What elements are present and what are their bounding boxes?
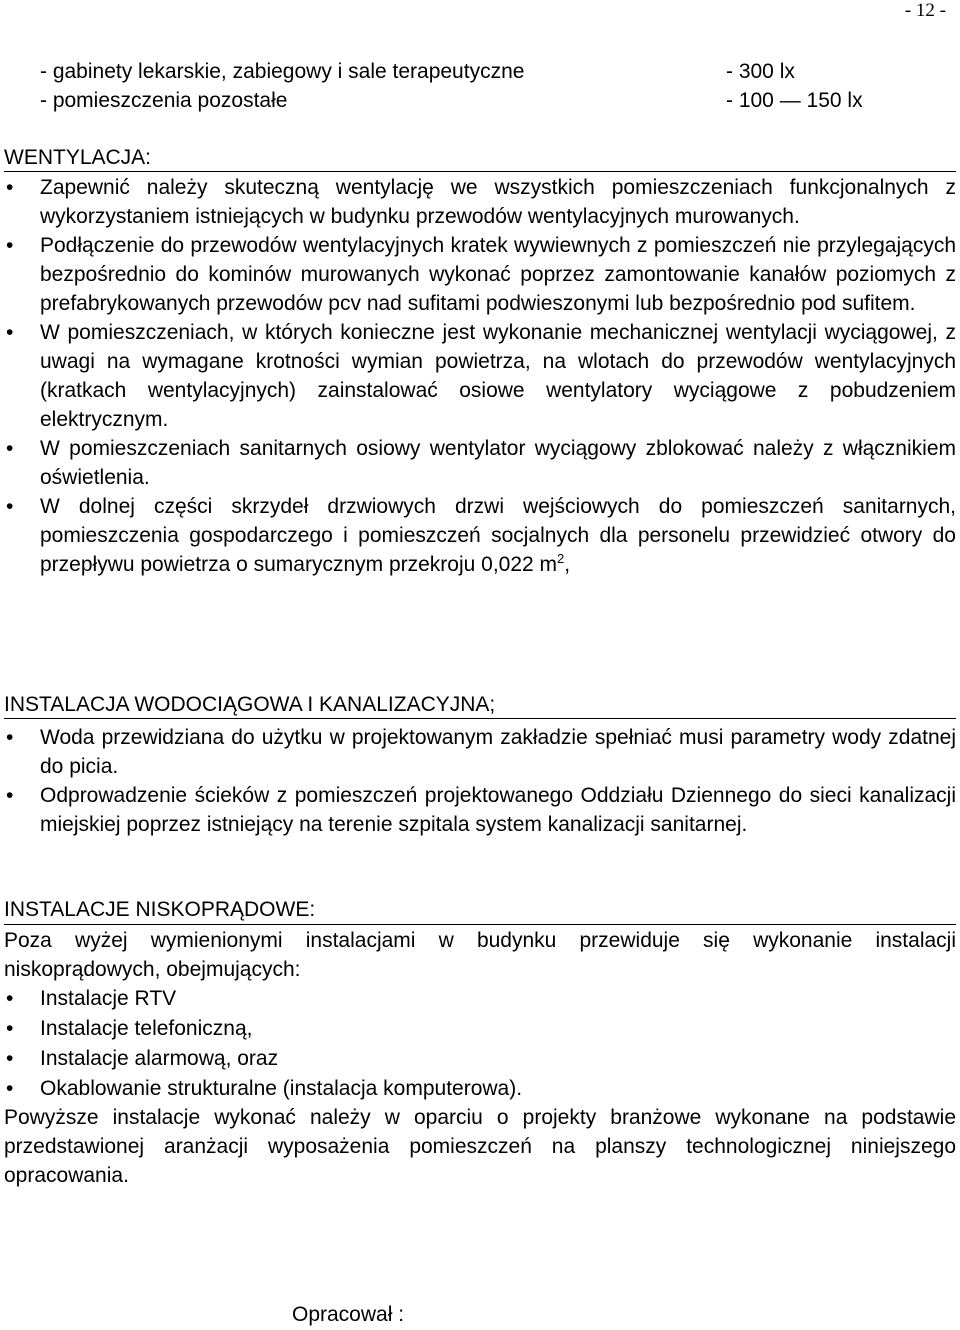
list-item: • Woda przewidziana do użytku w projektowanym zakładzie spełniać musi parametry wody zdatnej do picia.: [0, 723, 956, 781]
area-unit-exponent: 2: [557, 551, 565, 566]
low-voltage-closing: Powyższe instalacje wykonać należy w oparciu o projekty branżowe wykonane na podstawie przedstawionej aranżacji wyposażenia pomieszczeń na planszy technologicznej niniejszego opracowania.: [4, 1106, 956, 1187]
lighting-lux-value: - 100 — 150 lx: [726, 89, 863, 112]
water-heading-rule: [4, 718, 956, 719]
water-heading: INSTALACJA WODOCIĄGOWA I KANALIZACYJNA;: [4, 693, 496, 716]
list-item: • W pomieszczeniach sanitarnych osiowy wentylator wyciągowy zblokować należy z włącznikiem oświetlenia.: [0, 434, 956, 492]
water-list: [0, 723, 956, 839]
list-item: • Instalacje alarmową, oraz: [0, 1044, 956, 1074]
list-item: • Odprowadzenie ścieków z pomieszczeń projektowanego Oddziału Dziennego do sieci kanalizacji miejskiej poprzez istniejący na terenie szpitala system kanalizacji sanitarnej.: [0, 781, 956, 839]
lighting-room-type: - gabinety lekarskie, zabiegowy i sale terapeutyczne: [40, 60, 525, 83]
lighting-row: [40, 57, 940, 86]
lighting-room-type: - pomieszczenia pozostałe: [40, 89, 288, 112]
ventilation-list: [0, 173, 956, 579]
page-number: - 12 -: [904, 0, 946, 21]
lighting-row: [40, 86, 940, 115]
list-item: [0, 492, 956, 579]
list-item: • Instalacje RTV: [0, 984, 956, 1014]
ventilation-heading-rule: [4, 171, 956, 172]
low-voltage-list: [0, 984, 956, 1104]
ventilation-heading: WENTYLACJA:: [4, 146, 152, 169]
opening-item-suffix: ,: [564, 553, 571, 576]
list-item: • Podłączenie do przewodów wentylacyjnych kratek wywiewnych z pomieszczeń nie przylegających bezpośrednio do kominów murowanych wykonać poprzez zamontowanie kanałów poziomych z prefabrykowanych przewodów pcv nad sufitami podwieszonymi lub bezpośrednio pod sufitem.: [0, 231, 956, 318]
list-item: • W pomieszczeniach, w których konieczne jest wykonanie mechanicznej wentylacji wyciągowej, z uwagi na wymagane krotności wymian powietrza, na wlotach do przewodów wentylacyjnych (kratkach wentylacyjnych) zainstalować osiowe wentylatory wyciągowe z pobudzeniem elektrycznym.: [0, 318, 956, 434]
low-voltage-heading-rule: [4, 924, 956, 925]
list-item: • Instalacje telefoniczną,: [0, 1014, 956, 1044]
low-voltage-heading: INSTALACJE NISKOPRĄDOWE:: [4, 898, 316, 921]
low-voltage-intro: Poza wyżej wymienionymi instalacjami w budynku przewiduje się wykonanie instalacji niskoprądowych, obejmujących:: [4, 929, 956, 981]
opening-item-text: W dolnej części skrzydeł drzwiowych drzwi wejściowych do pomieszczeń sanitarnych, pomieszczenia gospodarczego i pomieszczeń socjalnych dla personelu przewidzieć otwory do przepływu powietrza o sumarycznym przekroju 0,022 m: [40, 495, 956, 576]
list-item: • Okablowanie strukturalne (instalacja komputerowa).: [0, 1074, 956, 1104]
signature-label: Opracował :: [292, 1303, 405, 1326]
list-item: • Zapewnić należy skuteczną wentylację we wszystkich pomieszczeniach funkcjonalnych z wykorzystaniem istniejących w budynku przewodów wentylacyjnych murowanych.: [0, 173, 956, 231]
lighting-lux-value: - 300 lx: [726, 60, 795, 83]
lighting-levels: [40, 57, 940, 115]
